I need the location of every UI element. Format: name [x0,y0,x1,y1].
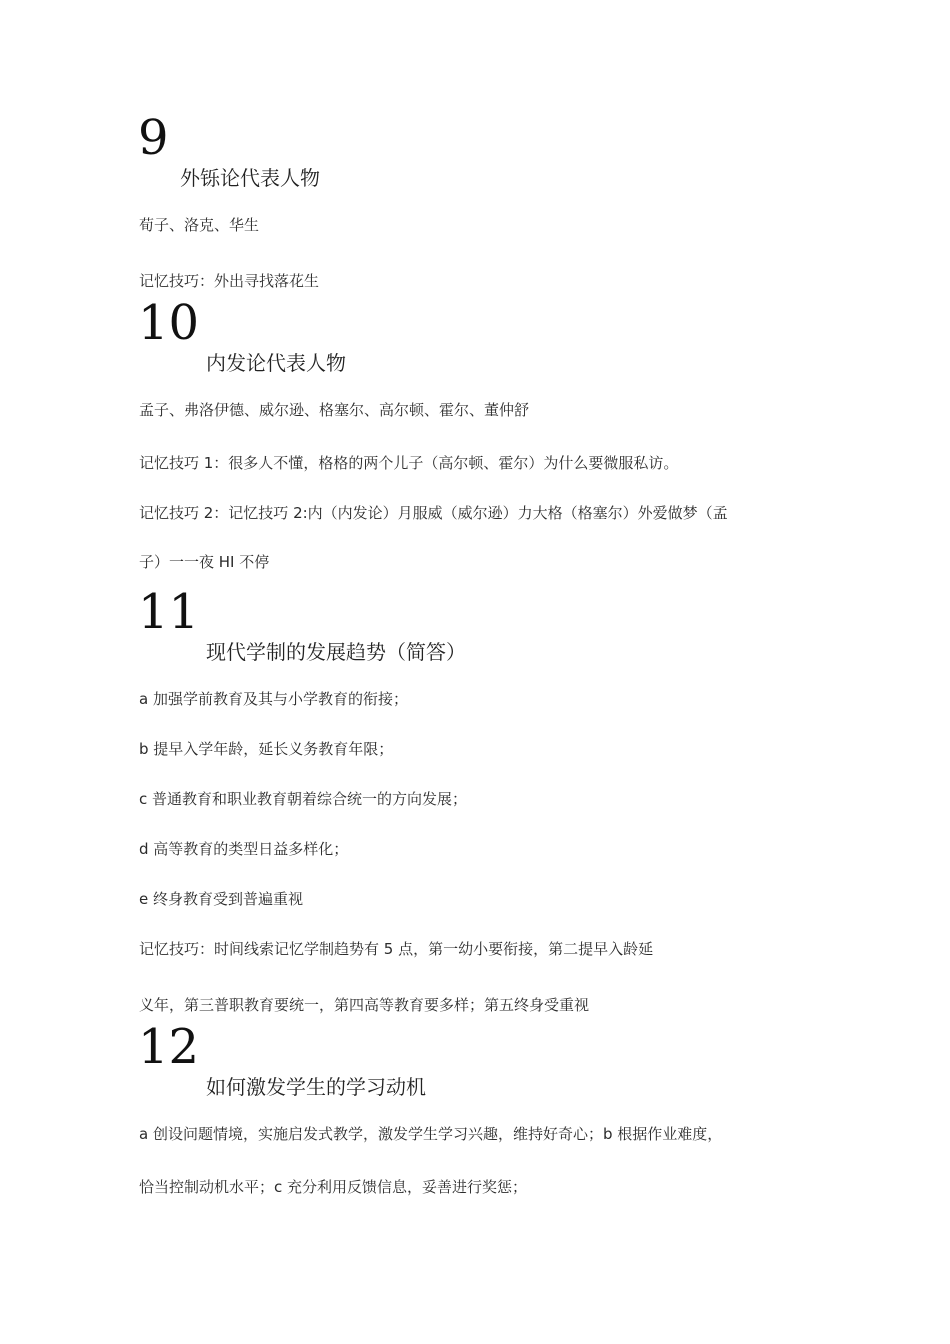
section-11-line-a: a 加强学前教育及其与小学教育的衔接； [139,690,408,708]
section-number-11: 11 [138,584,200,640]
section-10-line-3: 记忆技巧 2：记忆技巧 2:内（内发论）月服威（威尔逊）力大格（格塞尔）外爱做梦（孟 [139,504,728,522]
section-title-10: 内发论代表人物 [206,351,346,375]
section-11-line-e: e 终身教育受到普遍重视 [139,890,303,908]
section-9-line-1: 荀子、洛克、华生 [139,216,260,234]
section-11-line-d: d 高等教育的类型日益多样化； [139,840,349,858]
section-10-line-4: 子）一一夜 HI 不停 [139,553,270,571]
section-9-line-2: 记忆技巧：外出寻找落花生 [139,272,320,290]
section-12-line-1: a 创设问题情境，实施启发式教学，激发学生学习兴趣，维持好奇心；b 根据作业难度， [139,1125,723,1143]
section-11-memo-1: 记忆技巧：时间线索记忆学制趋势有 5 点，第一幼小要衔接，第二提早入龄延 [139,940,654,958]
section-12-line-2: 恰当控制动机水平；c 充分利用反馈信息，妥善进行奖惩； [139,1178,528,1196]
section-title-11: 现代学制的发展趋势（简答） [206,640,466,664]
section-11-line-c: c 普通教育和职业教育朝着综合统一的方向发展； [139,790,468,808]
section-11-memo-2: 义年，第三普职教育要统一，第四高等教育要多样；第五终身受重视 [139,996,590,1014]
section-number-10: 10 [138,295,200,351]
section-10-line-2: 记忆技巧 1：很多人不懂，格格的两个儿子（高尔顿、霍尔）为什么要微服私访。 [139,454,679,472]
section-10-line-1: 孟子、弗洛伊德、威尔逊、格塞尔、高尔顿、霍尔、董仲舒 [139,401,530,419]
section-11-line-b: b 提早入学年龄，延长义务教育年限； [139,740,394,758]
section-title-9: 外铄论代表人物 [180,166,320,190]
section-number-9: 9 [138,110,169,166]
section-number-12: 12 [138,1019,200,1075]
section-title-12: 如何激发学生的学习动机 [206,1075,426,1099]
